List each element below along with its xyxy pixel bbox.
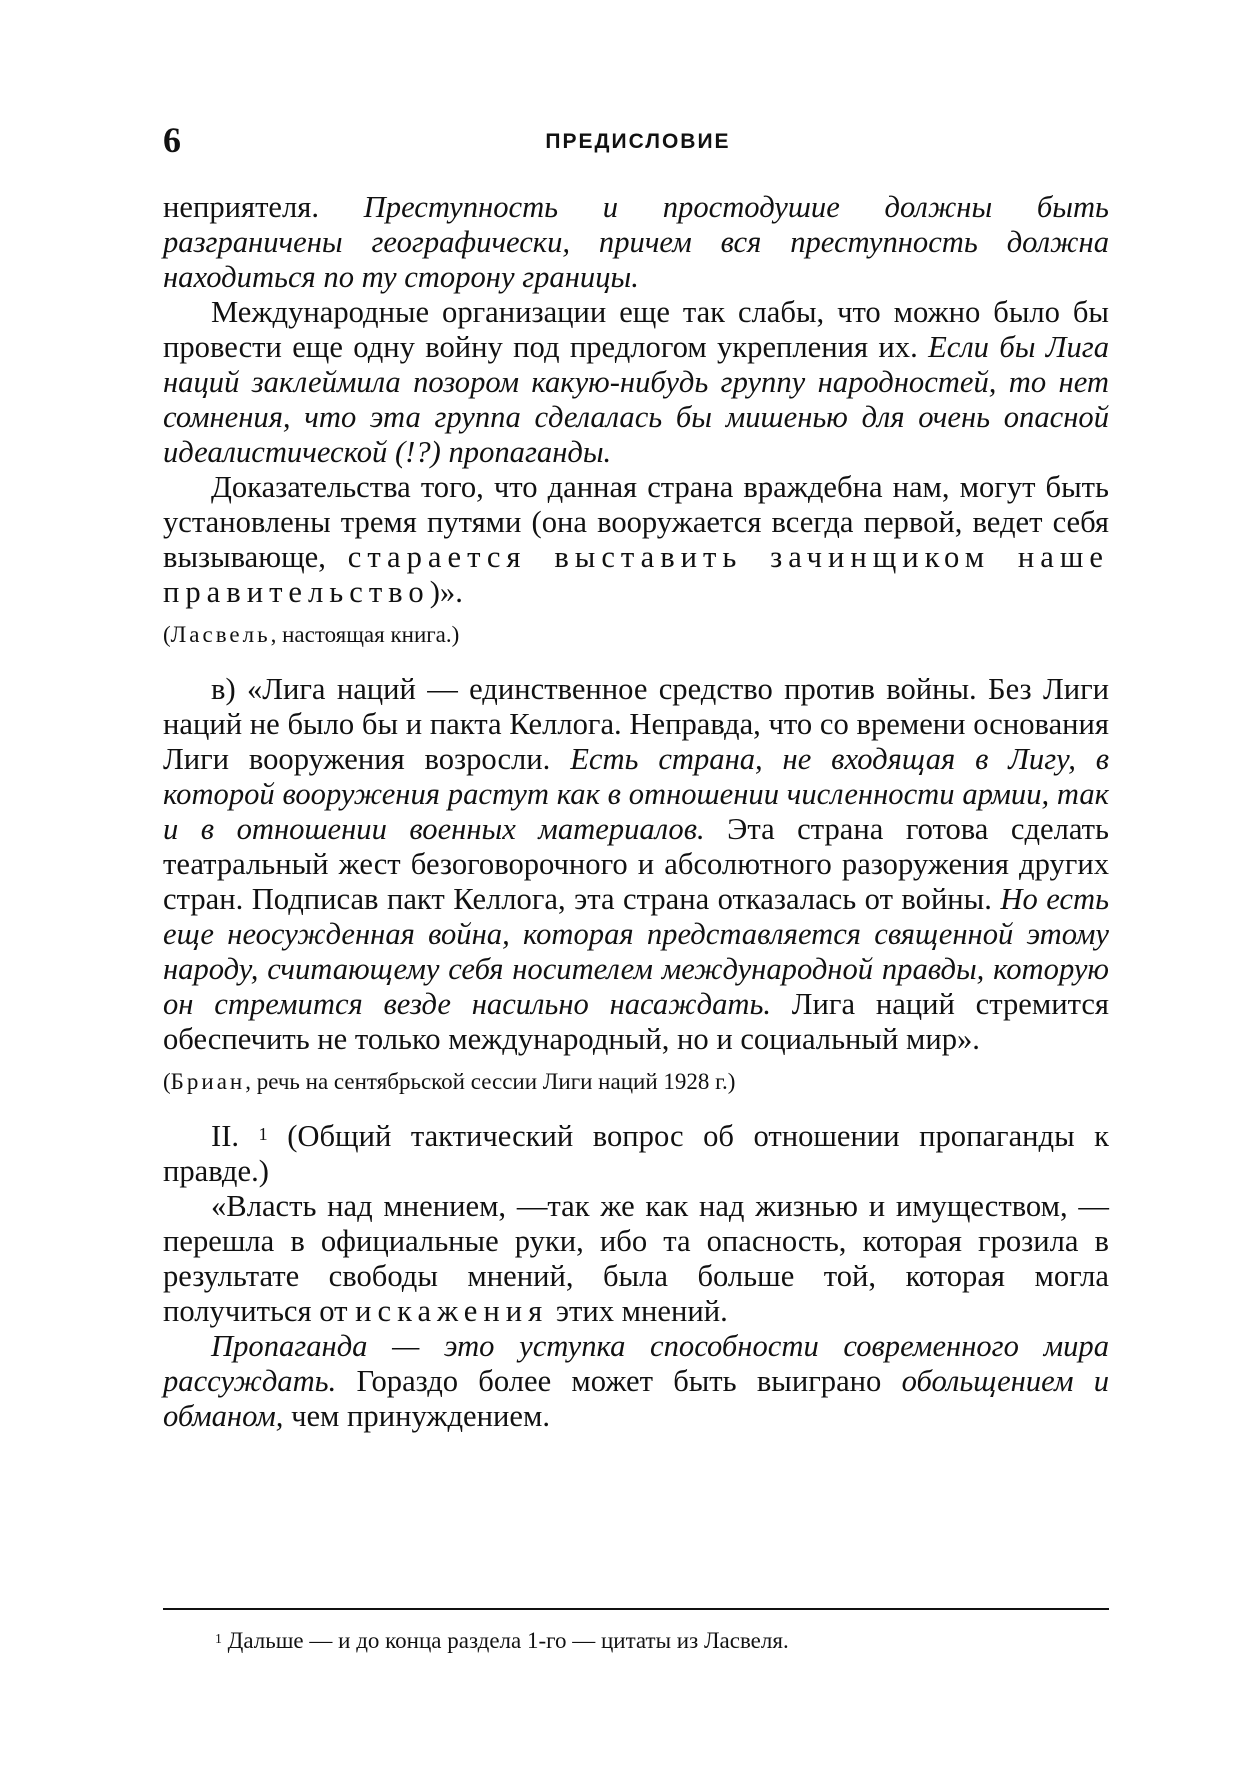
text-run: Доказательства того, что данная страна враждебна нам, могут быть установлены тремя путями (она вооружается всегда первой, ведет себя вызывающе, [163,470,1109,574]
source-paren: ( [163,1069,171,1094]
source-paren: ( [163,622,171,647]
paragraph [163,672,1109,1057]
footnote-divider [163,1608,1109,1610]
text-run: «Власть над мнением, —так же как над жизнью и имуществом, —перешла в официальные руки, ибо та опасность, которая грозила в результате свободы мнений, была больше той, которая могла получиться от [163,1189,1109,1328]
text-run: Гораздо более может быть выиграно [336,1364,902,1398]
italic-run: Если бы Лига наций заклеймила позором какую-нибудь группу народностей, то нет сомнения, что эта группа сделалась бы мишенью для очень опасной идеалистической (!?) пропаганды. [163,330,1109,469]
page-body [163,190,1109,1434]
text-run: неприятеля. [163,190,364,224]
footnote [215,1626,1115,1656]
text-run: в) «Лига наций — единственное средство против войны. Без Лиги наций не было бы и пакта Келлога. Неправда, что со времени основания Лиги вооружения возросли. [163,672,1109,776]
page-header [163,118,1113,168]
running-title: ПРЕДИСЛОВИЕ [545,130,731,153]
paragraph [163,190,1109,295]
paragraph [163,1329,1109,1434]
text-run: )». [429,575,463,609]
section-heading-text: (Общий тактический вопрос об отношении пропаганды к правде.) [163,1119,1110,1188]
paragraph [163,1189,1109,1329]
spaced-run: старается выставить зачинщиком наше правительство [163,540,1109,609]
text-run: Лига наций стремится обеспечить не только международный, но и социальный мир». [163,987,1109,1056]
spaced-run: искажения [355,1294,549,1328]
italic-run: Пропаганда — это уступка способности современного мира рассуждать. [163,1329,1109,1398]
source-author: Бриан [170,1069,246,1094]
italic-run: Есть страна, не входящая в Лигу, в которой вооружения растут как в отношении численности армии, так и в отношении военных материалов. [163,742,1109,846]
text-run: этих мнений. [548,1294,728,1328]
source-citation [163,1067,1109,1097]
text-run: Эта страна готова сделать театральный жест безоговорочного и абсолютного разоружения других стран. Подписав пакт Келлога, эта страна отказалась от войны. [163,812,1109,916]
paragraph [163,470,1109,610]
text-run: чем принуждением. [283,1399,550,1433]
italic-run: обольщением и обманом, [163,1364,1110,1433]
footnote-text: Дальше — и до конца раздела 1-го — цитаты из Ласвеля. [221,1628,789,1653]
page-number: 6 [163,120,181,160]
source-rest: , речь на сентябрьской сессии Лиги наций 1928 г.) [245,1069,736,1094]
section-heading [163,1119,1109,1189]
source-rest: , настоящая книга.) [270,622,460,647]
paragraph [163,295,1109,470]
footnote-ref: 1 [258,1124,268,1144]
italic-run: Преступность и простодушие должны быть разграничены географически, причем вся преступность должна находиться по ту сторону границы. [163,190,1109,294]
source-author: Ласвель [170,622,271,647]
text-run: Международные организации еще так слабы, что можно было бы провести еще одну войну под предлогом укрепления их. [163,295,1109,364]
source-citation [163,620,1109,650]
section-number: II. [211,1119,240,1153]
italic-run: Но есть еще неосужденная война, которая представляется священной этому народу, считающему себя носителем международной правды, которую он стремится везде насильно насаждать. [163,882,1109,1021]
footnote-marker: 1 [215,1631,222,1646]
